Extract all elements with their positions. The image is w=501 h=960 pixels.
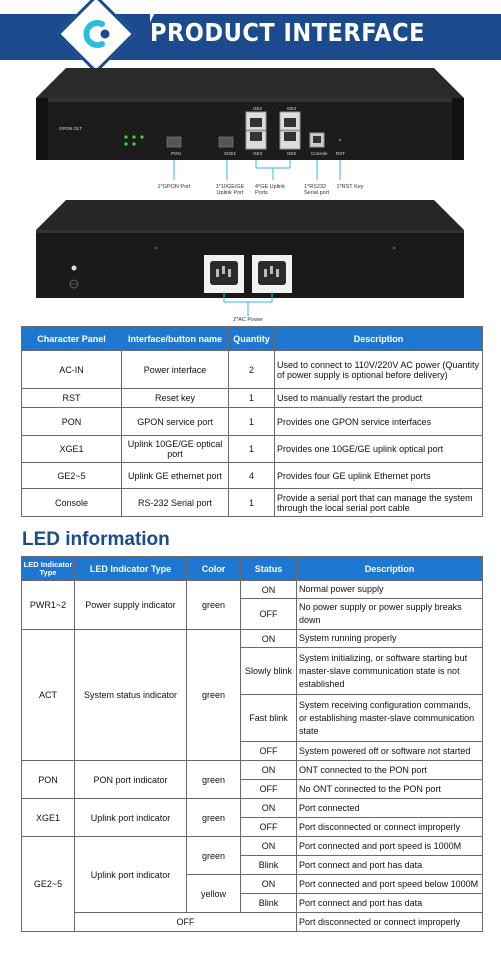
- cell-led-name: System status indicator: [75, 630, 187, 761]
- cell-panel: Console: [22, 489, 122, 517]
- port-label-console: Console: [311, 151, 328, 156]
- cell-status: ON: [241, 837, 297, 856]
- column-header: Color: [187, 557, 241, 581]
- cell-desc: Port connected and port speed is 1000M: [297, 837, 483, 856]
- table-row: [22, 913, 483, 932]
- cell-desc: Provides four GE uplink Ethernet ports: [275, 463, 483, 489]
- cell-led-type: ACT: [22, 630, 75, 761]
- column-header: LED Indicator Type: [22, 557, 75, 581]
- table-row: [22, 489, 483, 517]
- cell-desc: Port disconnected or connect improperly: [297, 818, 483, 837]
- cell-color: yellow: [187, 875, 241, 913]
- port-label-ge3: GE3: [253, 151, 263, 156]
- column-header: Character Panel: [22, 327, 122, 351]
- cell-desc: System receiving configuration commands, or establishing master-slave communication state: [297, 695, 483, 742]
- cell-status: OFF: [75, 913, 297, 932]
- cell-desc: Port connected: [297, 799, 483, 818]
- cell-panel: AC-IN: [22, 351, 122, 389]
- device-front-image: [36, 68, 464, 170]
- table-row: [22, 630, 483, 648]
- cell-qty: 1: [229, 436, 275, 463]
- cell-status: OFF: [241, 780, 297, 799]
- column-header: Description: [297, 557, 483, 581]
- cell-status: ON: [241, 761, 297, 780]
- cell-status: Fast blink: [241, 695, 297, 742]
- cell-status: ON: [241, 799, 297, 818]
- cell-status: ON: [241, 581, 297, 599]
- cell-name: Uplink 10GE/GE optical port: [122, 436, 229, 463]
- cell-qty: 4: [229, 463, 275, 489]
- model-label: GPON OLT: [59, 126, 82, 131]
- back-callout-lines: [0, 292, 501, 320]
- cell-status: ON: [241, 875, 297, 894]
- port-label-ge4: GE4: [287, 106, 297, 111]
- cell-panel: PON: [22, 408, 122, 436]
- cell-status: OFF: [241, 818, 297, 837]
- callout-ac-power: 2*AC Power: [233, 317, 263, 323]
- interface-table: [21, 326, 483, 517]
- cell-name: Power interface: [122, 351, 229, 389]
- cell-name: Uplink GE ethernet port: [122, 463, 229, 489]
- device-back-image: [36, 200, 464, 302]
- cell-desc: Used to connect to 110V/220V AC power (Quantity of power supply is optional before delivery): [275, 351, 483, 389]
- cell-status: Blink: [241, 894, 297, 913]
- cell-qty: 1: [229, 389, 275, 408]
- cell-desc: No power supply or power supply breaks down: [297, 599, 483, 630]
- cell-desc: Port disconnected or connect improperly: [297, 913, 483, 932]
- callout-xge-port: 1*10GE/GE Uplink Port: [215, 184, 245, 196]
- cell-color: green: [187, 630, 241, 761]
- callout-rst-key: 1*RST Key: [336, 184, 364, 190]
- cell-desc: System powered off or software not started: [297, 742, 483, 761]
- cell-led-type: PON: [22, 761, 75, 799]
- cell-name: Reset key: [122, 389, 229, 408]
- cell-desc: Normal power supply: [297, 581, 483, 599]
- column-header: Interface/button name: [122, 327, 229, 351]
- port-label-pon: PON: [171, 151, 181, 156]
- port-label-ge2: GE2: [253, 106, 263, 111]
- cell-qty: 1: [229, 489, 275, 517]
- table-row: [22, 463, 483, 489]
- cell-status: Slowly blink: [241, 648, 297, 695]
- cell-desc: System initializing, or software starting but master-slave communication state is not established: [297, 648, 483, 695]
- cell-name: RS-232 Serial port: [122, 489, 229, 517]
- table-row: [22, 837, 483, 856]
- cell-status: Blink: [241, 856, 297, 875]
- column-header: Status: [241, 557, 297, 581]
- cell-desc: ONT connected to the PON port: [297, 761, 483, 780]
- table-header-row: [22, 557, 483, 581]
- table-header-row: [22, 327, 483, 351]
- cell-desc: Port connect and port has data: [297, 856, 483, 875]
- table-row: [22, 408, 483, 436]
- cell-led-name: Uplink port indicator: [75, 837, 187, 913]
- cell-led-type: GE2~5: [22, 837, 75, 932]
- table-row: [22, 761, 483, 780]
- page-title: PRODUCT INTERFACE: [150, 18, 426, 47]
- cell-panel: GE2~5: [22, 463, 122, 489]
- cell-desc: Used to manually restart the product: [275, 389, 483, 408]
- cell-led-type: PWR1~2: [22, 581, 75, 630]
- cell-desc: Port connected and port speed below 1000M: [297, 875, 483, 894]
- port-label-xge1: XGE1: [224, 151, 237, 156]
- cell-status: ON: [241, 630, 297, 648]
- cell-desc: Provides one 10GE/GE uplink optical port: [275, 436, 483, 463]
- cell-color: green: [187, 761, 241, 799]
- header-banner: [0, 0, 501, 64]
- column-header: LED Indicator Type: [75, 557, 187, 581]
- cell-color: green: [187, 837, 241, 875]
- cell-name: GPON service port: [122, 408, 229, 436]
- port-label-ge5: GE5: [287, 151, 297, 156]
- cell-color: green: [187, 581, 241, 630]
- cell-status: OFF: [241, 742, 297, 761]
- cell-panel: RST: [22, 389, 122, 408]
- table-row: [22, 351, 483, 389]
- cell-desc: Provide a serial port that can manage the system through the local serial port cable: [275, 489, 483, 517]
- cell-desc: System running properly: [297, 630, 483, 648]
- cell-qty: 2: [229, 351, 275, 389]
- column-header: Quantity: [229, 327, 275, 351]
- cell-led-name: Power supply indicator: [75, 581, 187, 630]
- cell-qty: 1: [229, 408, 275, 436]
- cell-led-type: XGE1: [22, 799, 75, 837]
- cell-desc: Port connect and port has data: [297, 894, 483, 913]
- cell-panel: XGE1: [22, 436, 122, 463]
- callout-rs232-port: 1*RS232 Serial port: [304, 184, 330, 196]
- column-header: Description: [275, 327, 483, 351]
- cell-desc: No ONT connected to the PON port: [297, 780, 483, 799]
- cell-led-name: Uplink port indicator: [75, 799, 187, 837]
- callout-ge-ports: 4*GE Uplink Ports: [255, 184, 285, 196]
- port-label-rst: RST: [336, 151, 345, 156]
- table-row: [22, 581, 483, 599]
- front-callout-lines: [0, 160, 501, 190]
- cell-desc: Provides one GPON service interfaces: [275, 408, 483, 436]
- table-row: [22, 389, 483, 408]
- brand-logo-icon: [78, 16, 114, 52]
- led-section-title: LED information: [22, 529, 170, 550]
- table-row: [22, 436, 483, 463]
- cell-led-name: PON port indicator: [75, 761, 187, 799]
- cell-color: green: [187, 799, 241, 837]
- callout-gpon-port: 1*GPON Port: [157, 184, 191, 190]
- cell-status: OFF: [241, 599, 297, 630]
- table-row: [22, 799, 483, 818]
- led-table: [21, 556, 483, 932]
